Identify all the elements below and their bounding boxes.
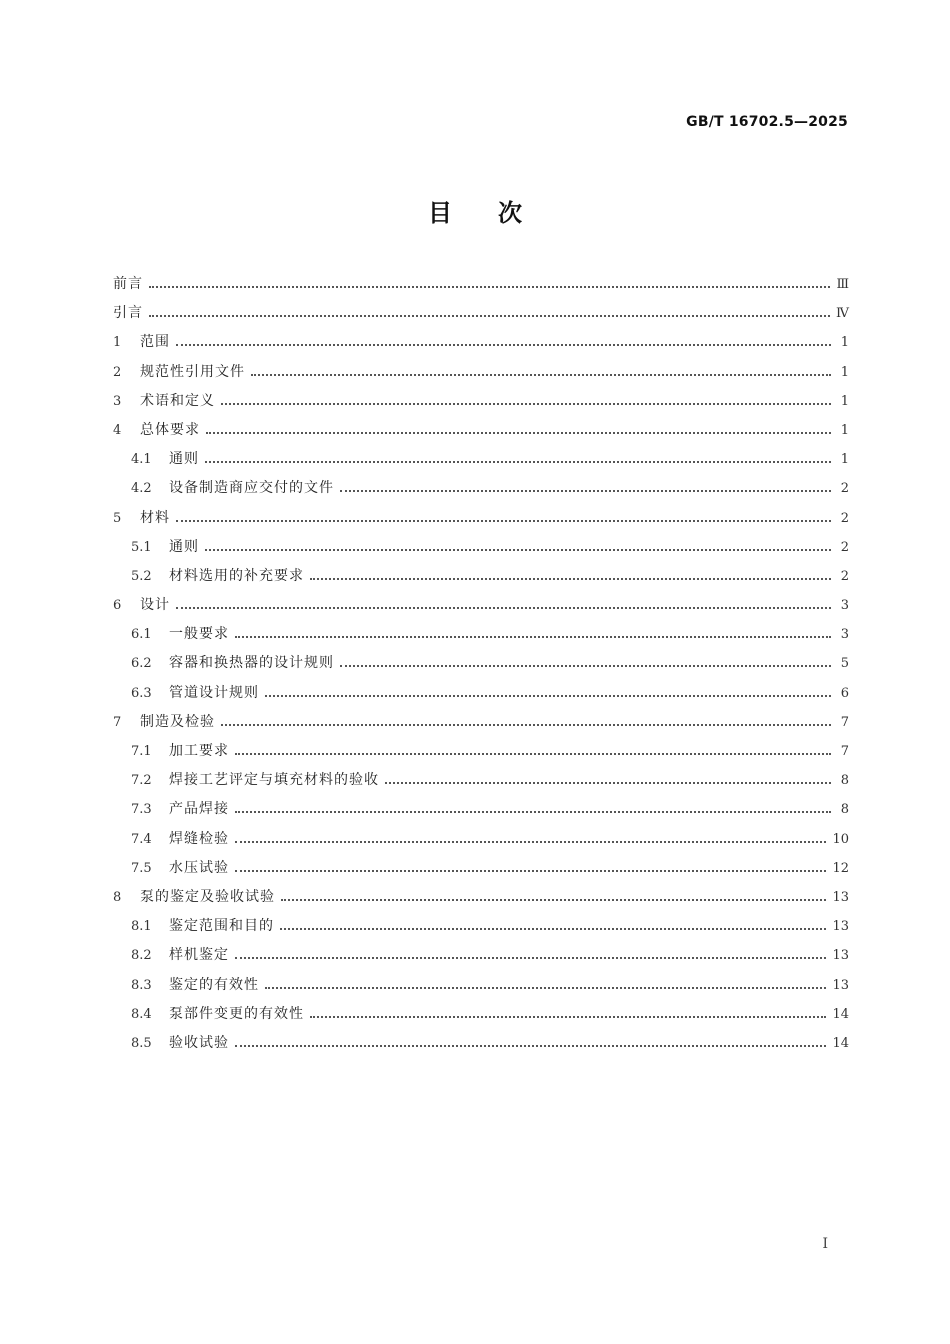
toc-entry-label: 一般要求 (169, 626, 229, 643)
toc-entry-label: 鉴定范围和目的 (169, 918, 274, 935)
toc-entry-number: 3 (113, 393, 122, 409)
toc-entry[interactable] (113, 328, 849, 357)
toc-entry-label: 材料选用的补充要求 (169, 567, 304, 584)
toc-entry[interactable] (113, 708, 849, 737)
toc-entry-label: 设备制造商应交付的文件 (169, 480, 334, 497)
toc-entry-label: 设计 (140, 597, 170, 614)
toc-entry-page: 8 (840, 773, 849, 789)
toc-entry-label: 制造及检验 (140, 713, 215, 730)
toc-entry-number: 4.1 (131, 452, 152, 468)
toc-entry-page: 2 (840, 568, 849, 584)
toc-entry-page: 7 (840, 714, 849, 730)
toc-entry-page: 7 (840, 744, 849, 759)
toc-entry-label: 焊缝检验 (169, 830, 229, 847)
toc-entry-label: 引言 (113, 305, 143, 322)
toc-entry-number: 6.3 (131, 685, 152, 701)
toc-entry[interactable] (113, 883, 849, 912)
table-of-contents (113, 270, 849, 1058)
toc-entry-label: 产品焊接 (169, 801, 229, 818)
toc-entry-number: 8.3 (131, 977, 152, 993)
toc-dot-leader (176, 504, 831, 533)
toc-dot-leader (235, 795, 831, 824)
toc-dot-leader (310, 562, 831, 591)
toc-entry-page: 14 (832, 1006, 849, 1022)
toc-entry-number: 8.2 (131, 948, 152, 964)
toc-entry-number: 8.1 (131, 919, 152, 935)
toc-entry-page: 12 (832, 860, 849, 876)
toc-dot-leader (281, 883, 826, 912)
toc-dot-leader (235, 825, 826, 854)
toc-entry-label: 范围 (140, 334, 170, 351)
toc-dot-leader (280, 912, 826, 941)
toc-entry-number: 2 (113, 364, 122, 380)
toc-entry-number: 8.5 (131, 1035, 152, 1051)
toc-entry[interactable] (113, 504, 849, 533)
toc-entry[interactable] (113, 1029, 849, 1058)
toc-entry-page: 1 (840, 422, 849, 438)
toc-entry-page: 1 (840, 364, 849, 380)
toc-entry[interactable] (113, 854, 849, 883)
toc-dot-leader (385, 766, 831, 795)
toc-entry[interactable] (113, 270, 849, 299)
toc-entry-page: Ⅳ (836, 306, 849, 322)
toc-entry[interactable] (113, 445, 849, 474)
toc-entry-label: 容器和换热器的设计规则 (169, 655, 334, 672)
toc-dot-leader (340, 649, 831, 678)
toc-entry-page: 10 (832, 831, 849, 847)
toc-entry[interactable] (113, 649, 849, 678)
toc-dot-leader (221, 708, 831, 737)
toc-entry-page: 5 (840, 656, 849, 672)
toc-dot-leader (235, 941, 826, 970)
toc-entry-number: 7 (113, 714, 122, 730)
toc-dot-leader (235, 854, 826, 883)
toc-entry-page: 1 (840, 393, 849, 409)
toc-entry[interactable] (113, 416, 849, 445)
toc-dot-leader (265, 971, 826, 1000)
toc-entry[interactable] (113, 825, 849, 854)
toc-entry-label: 焊接工艺评定与填充材料的验收 (169, 772, 379, 789)
toc-entry-page: 8 (840, 802, 849, 818)
toc-dot-leader (235, 737, 831, 766)
toc-entry-page: 13 (832, 977, 849, 993)
toc-entry-page: 14 (832, 1035, 849, 1051)
toc-entry-page: 13 (832, 889, 849, 905)
toc-entry[interactable] (113, 387, 849, 416)
toc-entry-label: 鉴定的有效性 (169, 976, 259, 993)
toc-entry-number: 8 (113, 889, 122, 905)
toc-entry[interactable] (113, 912, 849, 941)
toc-entry-label: 前言 (113, 276, 143, 292)
toc-entry-number: 4.2 (131, 481, 152, 497)
toc-entry[interactable] (113, 1000, 849, 1029)
toc-entry-page: 2 (840, 510, 849, 526)
toc-entry-number: 1 (113, 335, 122, 351)
toc-entry[interactable] (113, 620, 849, 649)
toc-entry-label: 管道设计规则 (169, 684, 259, 701)
toc-dot-leader (149, 270, 830, 299)
title-char-2: 次 (498, 199, 522, 227)
toc-entry[interactable] (113, 766, 849, 795)
toc-entry-page: 2 (840, 481, 849, 497)
toc-entry-number: 6.1 (131, 627, 152, 643)
toc-dot-leader (235, 1029, 826, 1058)
toc-entry-page: Ⅲ (836, 277, 849, 292)
toc-entry-label: 泵部件变更的有效性 (169, 1005, 304, 1022)
toc-entry-number: 7.3 (131, 802, 152, 818)
toc-dot-leader (310, 1000, 826, 1029)
toc-entry-number: 7.2 (131, 773, 152, 789)
toc-entry[interactable] (113, 679, 849, 708)
toc-entry-label: 泵的鉴定及验收试验 (140, 888, 275, 905)
toc-entry-number: 6.2 (131, 656, 152, 672)
toc-entry-number: 5.2 (131, 568, 152, 584)
toc-entry-label: 材料 (140, 509, 170, 526)
toc-entry-number: 6 (113, 598, 122, 614)
toc-dot-leader (205, 533, 831, 562)
toc-entry[interactable] (113, 533, 849, 562)
standard-code: GB/T 16702.5—2025 (686, 114, 848, 130)
toc-entry-page: 1 (840, 335, 849, 351)
toc-entry[interactable] (113, 971, 849, 1000)
toc-entry-number: 5.1 (131, 539, 152, 555)
toc-entry-label: 总体要求 (140, 421, 200, 438)
toc-entry-page: 6 (840, 685, 849, 701)
toc-dot-leader (221, 387, 831, 416)
toc-dot-leader (251, 358, 831, 387)
toc-entry-label: 加工要求 (169, 743, 229, 759)
toc-entry[interactable] (113, 591, 849, 620)
toc-entry-label: 验收试验 (169, 1034, 229, 1051)
toc-entry-label: 水压试验 (169, 859, 229, 876)
toc-entry[interactable] (113, 941, 849, 970)
toc-entry-page: 13 (832, 919, 849, 935)
toc-dot-leader (176, 328, 831, 357)
toc-entry-number: 7.1 (131, 744, 152, 759)
page-number: I (822, 1236, 828, 1252)
toc-entry-number: 7.5 (131, 860, 152, 876)
toc-dot-leader (235, 620, 831, 649)
toc-entry-number: 7.4 (131, 831, 152, 847)
title-char-1: 目 (428, 199, 452, 227)
toc-dot-leader (205, 445, 831, 474)
toc-dot-leader (176, 591, 831, 620)
toc-entry-page: 2 (840, 539, 849, 555)
toc-entry[interactable] (113, 299, 849, 328)
toc-entry-page: 13 (832, 948, 849, 964)
toc-dot-leader (149, 299, 830, 328)
toc-dot-leader (265, 679, 831, 708)
toc-entry-label: 术语和定义 (140, 392, 215, 409)
toc-entry[interactable] (113, 562, 849, 591)
toc-entry[interactable] (113, 474, 849, 503)
toc-entry[interactable] (113, 737, 849, 766)
toc-entry-number: 8.4 (131, 1006, 152, 1022)
toc-entry-number: 5 (113, 510, 122, 526)
toc-entry-page: 3 (840, 627, 849, 643)
toc-dot-leader (340, 474, 831, 503)
page-title (0, 193, 950, 228)
toc-entry-number: 4 (113, 422, 122, 438)
toc-entry-label: 通则 (169, 451, 199, 468)
toc-entry-label: 规范性引用文件 (140, 363, 245, 380)
toc-entry[interactable] (113, 795, 849, 824)
toc-entry-page: 3 (840, 598, 849, 614)
toc-entry-label: 通则 (169, 538, 199, 555)
toc-dot-leader (206, 416, 831, 445)
toc-entry[interactable] (113, 358, 849, 387)
toc-entry-page: 1 (840, 452, 849, 468)
toc-entry-label: 样机鉴定 (169, 947, 229, 964)
